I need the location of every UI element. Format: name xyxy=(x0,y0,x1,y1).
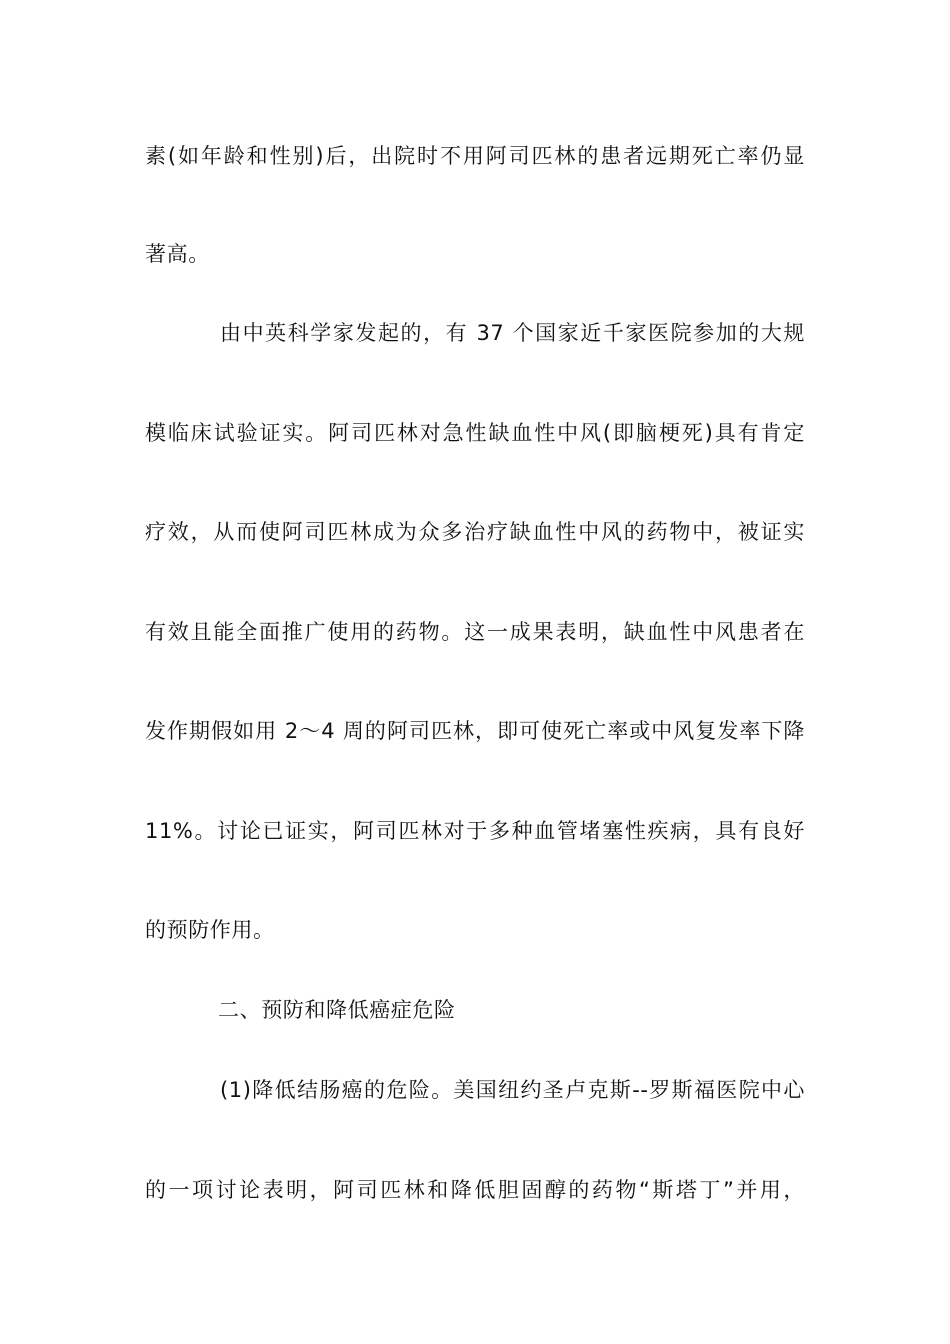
text-line-9: 的预防作用。 xyxy=(145,918,275,942)
text-line-6: 有效且能全面推广使用的药物。这一成果表明，缺血性中风患者在 xyxy=(145,620,805,644)
text-line-11: (1)降低结肠癌的危险。美国纽约圣卢克斯--罗斯福医院中心 xyxy=(220,1078,805,1102)
text-line-5: 疗效，从而使阿司匹林成为众多治疗缺血性中风的药物中，被证实 xyxy=(145,520,805,544)
text-line-1: 素(如年龄和性别)后，出院时不用阿司匹林的患者远期死亡率仍显 xyxy=(145,144,805,168)
section-heading: 二、预防和降低癌症危险 xyxy=(218,998,456,1022)
text-line-12: 的一项讨论表明，阿司匹林和降低胆固醇的药物“斯塔丁”并用， xyxy=(145,1178,805,1202)
text-line-4: 模临床试验证实。阿司匹林对急性缺血性中风(即脑梗死)具有肯定 xyxy=(145,421,805,445)
text-line-7: 发作期假如用 2～4 周的阿司匹林，即可使死亡率或中风复发率下降 xyxy=(145,719,805,743)
text-line-3: 由中英科学家发起的，有 37 个国家近千家医院参加的大规 xyxy=(220,321,805,345)
text-line-8: 11%。讨论已证实，阿司匹林对于多种血管堵塞性疾病，具有良好 xyxy=(145,819,805,843)
text-line-2: 著高。 xyxy=(145,242,210,266)
